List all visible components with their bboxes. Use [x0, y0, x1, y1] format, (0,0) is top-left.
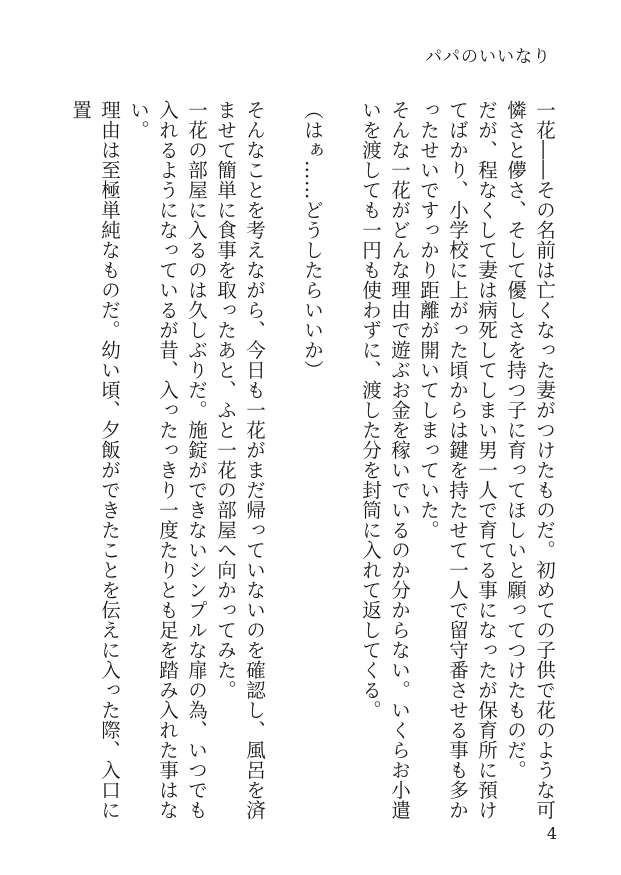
paragraph: だが、程なくして妻は病死してしまい男一人で育てる事になったが保育所に預けてばかり、小学校に上がった頃からは鍵を持たせて一人で留守番させる事も多かったせいですっかり距離が開いてしまっていた。: [417, 100, 498, 820]
running-header: パパのいいなり: [425, 47, 551, 67]
page-number: 4: [546, 824, 557, 843]
blank-line: [269, 100, 298, 820]
body-text: [69, 100, 559, 820]
paragraph-inner-thought: （はぁ……どうしたらいいか）: [301, 100, 324, 380]
paragraph: 一花――その名前は亡くなった妻がつけたものだ。初めての子供で花のような可憐さと儚さ、そして優しさを持つ子に育ってほしいと願ってつけたものだ。: [504, 100, 556, 820]
paragraph: 一花の部屋に入るのは久しぶりだ。施錠ができないシンプルな扉の為、いつでも入れるようになっているが昔、入ったっきり一度たりとも足を踏み入れた事はない。: [127, 100, 208, 820]
paragraph: 理由は至極単純なものだ。幼い頃、夕飯ができたことを伝えに入った際、入口に置: [69, 100, 121, 820]
blank-line: [327, 100, 356, 820]
paragraph: そんな一花がどんな理由で遊ぶお金を稼いでいるのか分からない。いくらお小遣いを渡しても一円も使わずに、渡した分を封筒に入れて返してくる。: [359, 100, 411, 820]
paragraph: そんなことを考えながら、今日も一花がまだ帰っていないのを確認し、風呂を済ませて簡単に食事を取ったあと、ふと一花の部屋へ向かってみた。: [214, 100, 266, 820]
